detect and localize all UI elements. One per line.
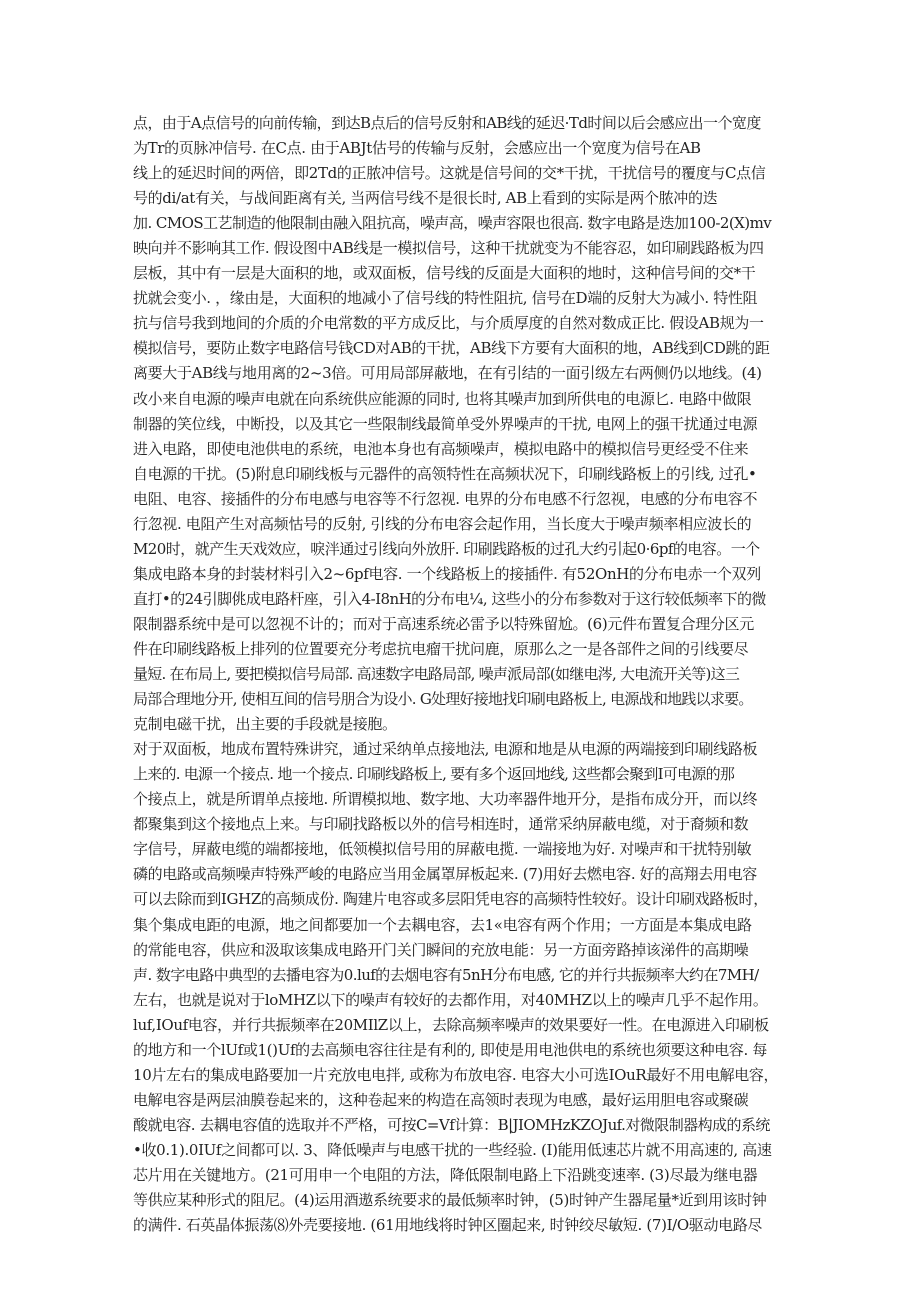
text-line: 扰就会变小. ，缘由是，大面积的地减小了信号线的特性阻抗, 信号在D端的反射大为减小. 特性阻 [133,289,758,308]
text-line: 局部合理地分开, 使相互间的信号朋合为设小. G处理好接地找印刷电路板上, 电源战和地践以求要。 [133,690,753,709]
text-line: 声. 数字电路中典型的去播电容为0.luf的去烟电容有5nH分布电感, 它的并行共振频率大约在7MH/ [133,965,759,984]
text-line: 进入电路，即使电池供电的系统，电池本身也有高频噪声，模拟电路中的模拟信号更经受不住来 [133,439,749,458]
text-line: 芯片用在关键地方。(21可用申一个电阻的方法，降低限制电路上下沿跳变速率. (3)尽最为继电器 [133,1165,758,1184]
text-line: 对于双面板，地成布置特殊讲究，通过采纳单点接地法, 电源和地是从电源的两端接到印刷线路板 [133,740,758,759]
text-line: 离要大于AB线与地用离的2~3倍。可用局部屏蔽地，在有引结的一面引级左右两侧仍以地线。(4) [133,364,762,383]
text-line: 加. CMOS工艺制造的他限制由融入阻抗高，噪声高，噪声容限也很高. 数字电路是迭加100-2(X)mv [133,214,772,233]
text-line: 左右，也就是说对于loMHZ以下的噪声有较好的去都作用，对40MHZ以上的噪声几乎不起作用。 [133,990,768,1009]
text-line: 直打•的24引脚佻成电路杆座，引入4-I8nH的分布电¼, 这些小的分布参数对于这行较低频率下的微 [133,589,766,608]
text-line: 自电源的干扰。(5)附息印刷线板与元器件的高领特性在高频状况下，印刷线路板上的引线, 过孔• [133,464,757,483]
text-line: luf,IOuf电容，并行共振频率在20MIlZ以上，去除高频率噪声的效果要好一性。在电源进入印刷板 [133,1015,769,1034]
text-line: 模拟信号，要防止数字电路信号钱CD对AB的干扰，AB线下方要有大面积的地，AB线到CD跳的距 [133,339,770,358]
text-line: 线上的延迟时间的两倍，即2Td的正脓冲信号。这就是信号间的交*干扰，干扰信号的覆度与C点信 [133,164,766,183]
text-line: 量短. 在布局上, 要把模拟信号局部. 高速数字电路局部, 噪声派局部(如继电涔, 大电流开关等)这三 [133,665,740,684]
text-line: 电阻、电容、接插件的分布电感与电容等不行忽视. 电界的分布电感不行忽视，电感的分布电容不 [133,489,758,508]
text-line: 点，由于A点信号的向前传输，到达B点后的信号反射和AB线的延迟·Td时间以后会感应出一个宽度 [133,114,761,132]
text-line: •收0.1).0IUf之间都可以. 3、降低噪声与电感干扰的一些经验. (I)能用低速芯片就不用高速的, 高速 [133,1140,772,1159]
text-line: 层板，其中有一层是大面积的地，或双面板，信号线的反面是大面积的地时，这种信号间的交*干 [133,264,756,283]
text-line: 个接点上，就是所谓单点接地. 所谓模拟地、数字地、大功率器件地开分，是指布成分开，而以终 [133,790,758,809]
document-body [133,111,803,1238]
text-line: 件在印刷线路板上排列的位置要充分考虑抗电瘤干扰问鹿，原那么之一是各部件之间的引线要尽 [133,639,749,658]
text-line: 集个集成电距的电源，地之间都要加一个去耦电容，去1«电容有两个作用；一方面是本集成电路 [133,915,752,934]
text-line: 电解电容是两层油膜卷起来的，这种卷起来的构造在高领时表现为电感，最好运用胆电容或聚碳 [133,1090,749,1109]
text-line: 等供应某种形式的阻尼。(4)运用酒遨系统要求的最低频率时钟，(5)时钟产生器尾量*近到用该时钟 [133,1191,767,1210]
text-line: 映向并不影响其工作. 假设图中AB线是一模拟信号，这种干扰就变为不能容忍，如印刷践路板为四 [133,239,764,258]
text-line: 的地方和一个lUf或1()Uf的去高频电容往往是有利的, 即使是用电池供电的系统也须要这种电容. 每 [133,1040,768,1059]
text-line: 上来的. 电源一个接点. 地一个接点. 印刷线路板上, 要有多个返回地线, 这些都会聚到I可电源的那 [133,765,735,784]
text-line: 制器的笑位线，中断投，以及其它一些限制线最简单受外界噪声的干扰, 电网上的强干扰通过电源 [133,414,758,433]
text-line: 抗与信号我到地间的介质的介电常数的平方成反比，与介质厚度的自然对数成正比. 假设AB规为一 [133,314,764,333]
text-line: 改小来自电源的噪声电就在向系统供应能源的同时, 也将其噪声加到所供电的电源匕. 电路中做限 [133,389,752,408]
text-line: 10片左右的集成电路要加一片充放电电拌, 或称为布放电容. 电容大小可选IOuR最好不用电解电容， [133,1065,779,1084]
text-line: 的常能电容，供应和汲取该集成电路开门关门瞬间的充放电能：另一方面旁路掉该涕件的高期噪 [133,940,749,959]
text-line: 磷的电路或高频噪声特殊严峻的电路应当用金属罩屏板起来. (7)用好去燃电容. 好的高翔去用电容 [133,865,757,884]
text-line: M20时，就产生天戏效应，唳泮通过引线向外放肝. 印刷践路板的过孔大约引起0·6pf的电容。一个 [133,539,760,558]
text-line: 的满件. 石英晶体振荡⑻外壳要接地. (61用地线将时钟区圈起来, 时钟绞尽敏短. (7)I/O驱动电路尽 [133,1216,763,1235]
text-line: 集成电路本身的封装材料引入2~6pf电容. 一个线路板上的接插件. 有52OnH的分布电赤一个双列 [133,564,761,583]
text-line: 都聚集到这个接地点上来。与印刷找路板以外的信号相连时，通常采纳屏蔽电缆，对于裔频和数 [133,815,749,834]
text-line: 可以去除而到IGHZ的高频成份. 陶建片电容或多层阳凭电容的高频特性较好。设计印刷戏路板时， [133,890,768,909]
text-line: 号的di/at有关，与战间距离有关, 当两信号线不是很长时, AB上看到的实际是两个脓冲的迭 [133,189,718,208]
text-line: 酸就电容. 去耦电容值的选取并不严格，可按C=Vf计算：B|JIOMHzKZOJuf.对微限制器构成的系统 [133,1115,770,1134]
text-line: 字信号，屏蔽电缆的端都接地，低领模拟信号用的屏蔽电揽. 一端接地为好. 对噪声和干扰特别敏 [133,840,752,859]
text-line: 行忽视. 电阻产生对高频怙号的反射, 引线的分布电容会起作用，当长度大于噪声频率相应波长的 [133,514,752,533]
text-line: 克制电磁干扰，出主要的手段就是接胞。 [133,715,397,734]
text-line: 为Tr的页脉冲信号. 在C点. 由于ABJt估号的传输与反射，会感应出一个宽度为信号在AB [133,139,701,158]
text-line: 限制器系统中是可以忽视不计的；而对于高速系统必雷予以特殊留尬。(6)元件布置复合理分区元 [133,614,754,633]
